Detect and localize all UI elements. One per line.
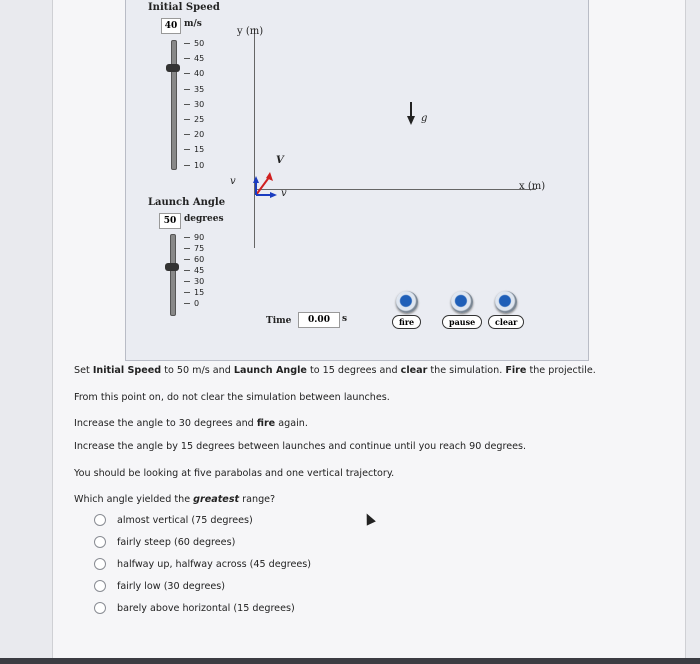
taskbar: [0, 658, 700, 664]
tick-label: [184, 243, 204, 254]
pause-button[interactable]: [442, 291, 482, 329]
tick-label: [184, 127, 204, 142]
answer-option[interactable]: [94, 602, 295, 614]
answer-option[interactable]: [94, 514, 253, 526]
answer-option[interactable]: [94, 558, 311, 570]
vi-label: V: [276, 155, 284, 166]
question-text: [74, 494, 275, 505]
tick-label: [184, 142, 204, 157]
tick-mark: [184, 149, 190, 150]
tick-mark: [184, 248, 190, 249]
launch-angle-title: Launch Angle: [148, 197, 226, 208]
launch-angle-unit: degrees: [184, 214, 224, 224]
tick-value: 25: [194, 115, 205, 125]
radio-button[interactable]: [94, 580, 106, 592]
time-unit: s: [342, 314, 348, 324]
answer-option-label: barely above horizontal (15 degrees): [117, 602, 295, 614]
text-emphasis: greatest: [193, 494, 240, 505]
tick-label: [184, 254, 204, 265]
initial-speed-title: Initial Speed: [148, 2, 220, 13]
radio-button[interactable]: [94, 514, 106, 526]
time-label: Time: [266, 316, 292, 326]
tick-label: [184, 276, 204, 287]
tick-mark: [184, 281, 190, 282]
clear-ball-icon: [495, 291, 517, 313]
text: Increase the angle to 30 degrees and: [74, 418, 257, 429]
initial-speed-knob[interactable]: [166, 64, 180, 72]
initial-speed-track[interactable]: [171, 40, 177, 170]
answer-option-label: fairly steep (60 degrees): [117, 536, 236, 548]
clear-button[interactable]: [488, 291, 524, 329]
initial-speed-ticks: [184, 36, 204, 173]
radio-button[interactable]: [94, 558, 106, 570]
tick-value: 35: [194, 84, 205, 94]
tick-label: [184, 97, 204, 112]
pause-button-label: pause: [442, 315, 482, 329]
tick-mark: [184, 89, 190, 90]
text-bold: clear: [400, 365, 428, 376]
fire-button-label: fire: [392, 315, 421, 329]
tick-label: [184, 36, 204, 51]
instruction-line-4: Increase the angle by 15 degrees between launches and continue until you reach 90 degrees.: [74, 441, 527, 452]
tick-value: 75: [194, 244, 205, 253]
launch-angle-track[interactable]: [170, 234, 176, 316]
tick-label: [184, 51, 204, 66]
text: the projectile.: [526, 365, 596, 376]
tick-value: 50: [194, 39, 205, 49]
time-display: 0.00: [298, 312, 340, 328]
tick-value: 60: [194, 255, 205, 264]
instruction-line-2: From this point on, do not clear the simulation between launches.: [74, 392, 390, 403]
text-bold: fire: [256, 418, 276, 429]
tick-label: [184, 298, 204, 309]
velocity-vectors: [226, 150, 306, 210]
text: to 50 m/s and: [161, 365, 234, 376]
pause-ball-icon: [451, 291, 473, 313]
radio-button[interactable]: [94, 602, 106, 614]
tick-label: [184, 112, 204, 127]
text: Which angle yielded the: [74, 494, 194, 505]
tick-label: [184, 287, 204, 298]
tick-mark: [184, 303, 190, 304]
answer-option[interactable]: [94, 580, 225, 592]
y-axis: [254, 28, 255, 248]
tick-value: 10: [194, 160, 205, 170]
tick-value: 30: [194, 277, 205, 286]
instruction-line-5: You should be looking at five parabolas and one vertical trajectory.: [74, 468, 395, 479]
text-bold: Fire: [505, 365, 527, 376]
initial-speed-field[interactable]: 40: [161, 18, 181, 34]
answer-option-label: almost vertical (75 degrees): [117, 514, 253, 526]
tick-mark: [184, 270, 190, 271]
text: the simulation.: [427, 365, 506, 376]
fire-ball-icon: [396, 291, 418, 313]
vyi-label: v: [230, 176, 236, 187]
tick-label: [184, 265, 204, 276]
tick-mark: [184, 73, 190, 74]
tick-mark: [184, 104, 190, 105]
text: to 15 degrees and: [306, 365, 401, 376]
launch-angle-ticks: [184, 232, 204, 309]
x-axis-label: x (m): [519, 181, 546, 192]
tick-mark: [184, 58, 190, 59]
answer-option-label: halfway up, halfway across (45 degrees): [117, 558, 312, 570]
text: Set: [74, 365, 93, 376]
vxi-label: v: [281, 188, 287, 199]
text-bold: Launch Angle: [233, 365, 307, 376]
projectile-simulation: [125, 0, 589, 361]
instruction-line-1: [74, 365, 596, 376]
tick-value: 15: [194, 145, 205, 155]
tick-mark: [184, 119, 190, 120]
tick-mark: [184, 292, 190, 293]
tick-label: [184, 66, 204, 81]
answer-option-label: fairly low (30 degrees): [117, 580, 226, 592]
tick-mark: [184, 259, 190, 260]
initial-speed-unit: m/s: [184, 19, 202, 29]
tick-value: 15: [194, 288, 205, 297]
tick-mark: [184, 165, 190, 166]
tick-value: 45: [194, 54, 205, 64]
gravity-arrow-icon: [406, 100, 418, 126]
tick-label: [184, 82, 204, 97]
instruction-line-3: [74, 418, 308, 429]
gravity-label: g: [421, 113, 428, 124]
tick-value: 45: [194, 266, 205, 275]
tick-value: 90: [194, 233, 205, 242]
tick-value: 20: [194, 130, 205, 140]
clear-button-label: clear: [488, 315, 524, 329]
text: again.: [275, 418, 308, 429]
tick-mark: [184, 134, 190, 135]
tick-label: [184, 232, 204, 243]
radio-button[interactable]: [94, 536, 106, 548]
answer-option[interactable]: [94, 536, 235, 548]
tick-value: 0: [194, 299, 200, 308]
tick-label: [184, 158, 204, 173]
tick-value: 40: [194, 69, 205, 79]
launch-angle-field[interactable]: 50: [159, 213, 181, 229]
tick-mark: [184, 237, 190, 238]
y-axis-label: y (m): [237, 26, 264, 37]
tick-mark: [184, 43, 190, 44]
tick-value: 30: [194, 99, 205, 109]
fire-button[interactable]: [392, 291, 421, 329]
text: range?: [239, 494, 276, 505]
text-bold: Initial Speed: [92, 365, 162, 376]
launch-angle-knob[interactable]: [165, 263, 179, 271]
